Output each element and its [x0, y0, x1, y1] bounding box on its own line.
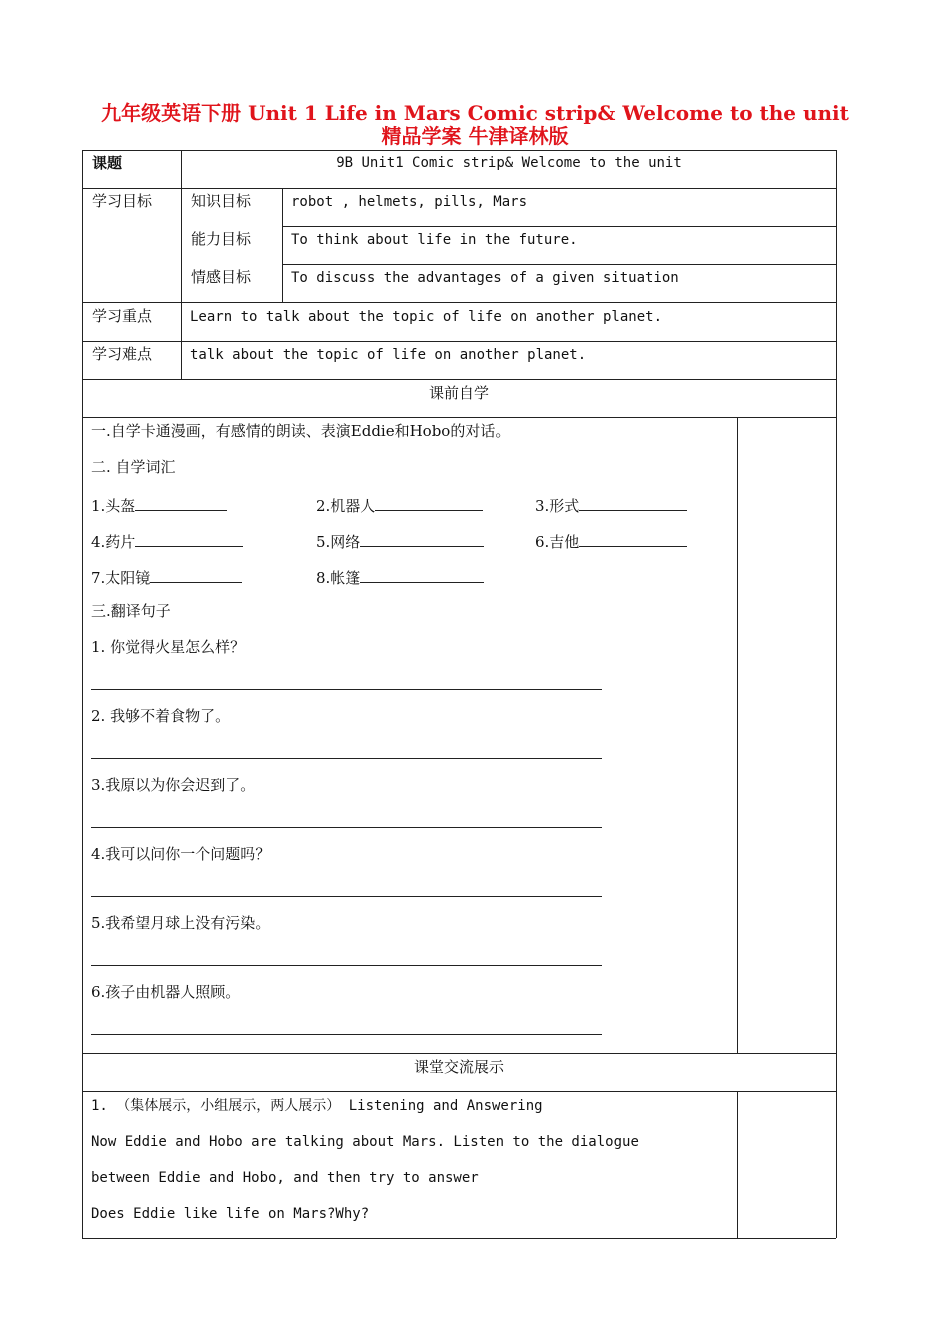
vocab-prompt: 3.形式	[535, 497, 580, 515]
answer-line[interactable]	[91, 827, 602, 828]
goal-ability-label: 能力目标	[191, 230, 252, 248]
table-border	[82, 1091, 836, 1092]
vocab-item	[91, 530, 243, 551]
table-border	[836, 150, 837, 1238]
vocab-prompt: 5.网络	[316, 533, 361, 551]
table-border	[737, 417, 738, 1053]
vocab-item	[316, 494, 483, 515]
focus-value: Learn to talk about the topic of life on another planet.	[190, 309, 663, 325]
table-border	[282, 264, 836, 265]
vocab-item	[91, 494, 227, 515]
answer-line[interactable]	[91, 1034, 602, 1035]
translate-sentence: 4.我可以问你一个问题吗？	[91, 845, 271, 863]
inclass-line4: Does Eddie like life on Mars?Why?	[91, 1206, 370, 1222]
vocab-blank[interactable]	[135, 530, 243, 547]
document-title-line1: 九年级英语下册 Unit 1 Life in Mars Comic strip& Welcome to the unit	[101, 101, 849, 125]
vocab-item	[316, 530, 484, 551]
preclass-task1: 一.自学卡通漫画，有感情的朗读、表演Eddie和Hobo的对话。	[91, 422, 511, 440]
table-border	[282, 188, 283, 302]
translate-sentence: 3.我原以为你会迟到了。	[91, 776, 256, 794]
vocab-blank[interactable]	[360, 530, 484, 547]
table-border	[82, 1053, 836, 1054]
vocab-item	[535, 494, 687, 515]
inclass-line3: between Eddie and Hobo, and then try to answer	[91, 1170, 479, 1186]
vocab-item	[91, 566, 242, 587]
topic-value: 9B Unit1 Comic strip& Welcome to the unit	[336, 155, 682, 171]
vocab-blank[interactable]	[360, 566, 484, 583]
answer-line[interactable]	[91, 965, 602, 966]
goals-label: 学习目标	[92, 192, 153, 210]
vocab-prompt: 7.太阳镜	[91, 569, 151, 587]
vocab-prompt: 1.头盔	[91, 497, 136, 515]
vocab-item	[535, 530, 687, 551]
inclass-header: 课堂交流展示	[413, 1058, 504, 1076]
vocab-blank[interactable]	[579, 530, 687, 547]
vocab-blank[interactable]	[579, 494, 687, 511]
table-border	[282, 226, 836, 227]
translate-sentence: 2. 我够不着食物了。	[91, 707, 231, 725]
translate-sentence: 5.我希望月球上没有污染。	[91, 914, 271, 932]
preclass-task2: 二. 自学词汇	[91, 458, 176, 476]
document-title-line2: 精品学案 牛津译林版	[381, 124, 569, 148]
vocab-prompt: 6.吉他	[535, 533, 580, 551]
difficulty-label: 学习难点	[92, 345, 153, 363]
vocab-item	[316, 566, 484, 587]
focus-label: 学习重点	[92, 307, 153, 325]
vocab-blank[interactable]	[150, 566, 242, 583]
table-border	[82, 150, 836, 151]
vocab-blank[interactable]	[135, 494, 227, 511]
goal-knowledge-value: robot , helmets, pills, Mars	[291, 194, 528, 210]
goal-emotion-label: 情感目标	[191, 268, 252, 286]
topic-label: 课题	[92, 154, 123, 172]
table-border	[181, 150, 182, 379]
table-border	[737, 1091, 738, 1238]
vocab-prompt: 2.机器人	[316, 497, 376, 515]
goal-ability-value: To think about life in the future.	[291, 232, 578, 248]
vocab-prompt: 8.帐篷	[316, 569, 361, 587]
preclass-task3: 三.翻译句子	[91, 602, 171, 620]
answer-line[interactable]	[91, 758, 602, 759]
translate-sentence: 1. 你觉得火星怎么样？	[91, 638, 246, 656]
answer-line[interactable]	[91, 689, 602, 690]
table-border	[82, 1238, 836, 1239]
preclass-header: 课前自学	[428, 384, 489, 402]
table-border	[82, 379, 836, 380]
translate-sentence: 6.孩子由机器人照顾。	[91, 983, 241, 1001]
table-border	[82, 302, 836, 303]
table-border	[82, 188, 836, 189]
vocab-prompt: 4.药片	[91, 533, 136, 551]
inclass-line2: Now Eddie and Hobo are talking about Mars. Listen to the dialogue	[91, 1134, 639, 1150]
vocab-blank[interactable]	[375, 494, 483, 511]
goal-knowledge-label: 知识目标	[191, 192, 252, 210]
table-border	[82, 417, 836, 418]
difficulty-value: talk about the topic of life on another planet.	[190, 347, 587, 363]
table-border	[82, 341, 836, 342]
answer-line[interactable]	[91, 896, 602, 897]
goal-emotion-value: To discuss the advantages of a given situation	[291, 270, 679, 286]
inclass-line1: 1. （集体展示，小组展示，两人展示） Listening and Answering	[91, 1098, 543, 1114]
